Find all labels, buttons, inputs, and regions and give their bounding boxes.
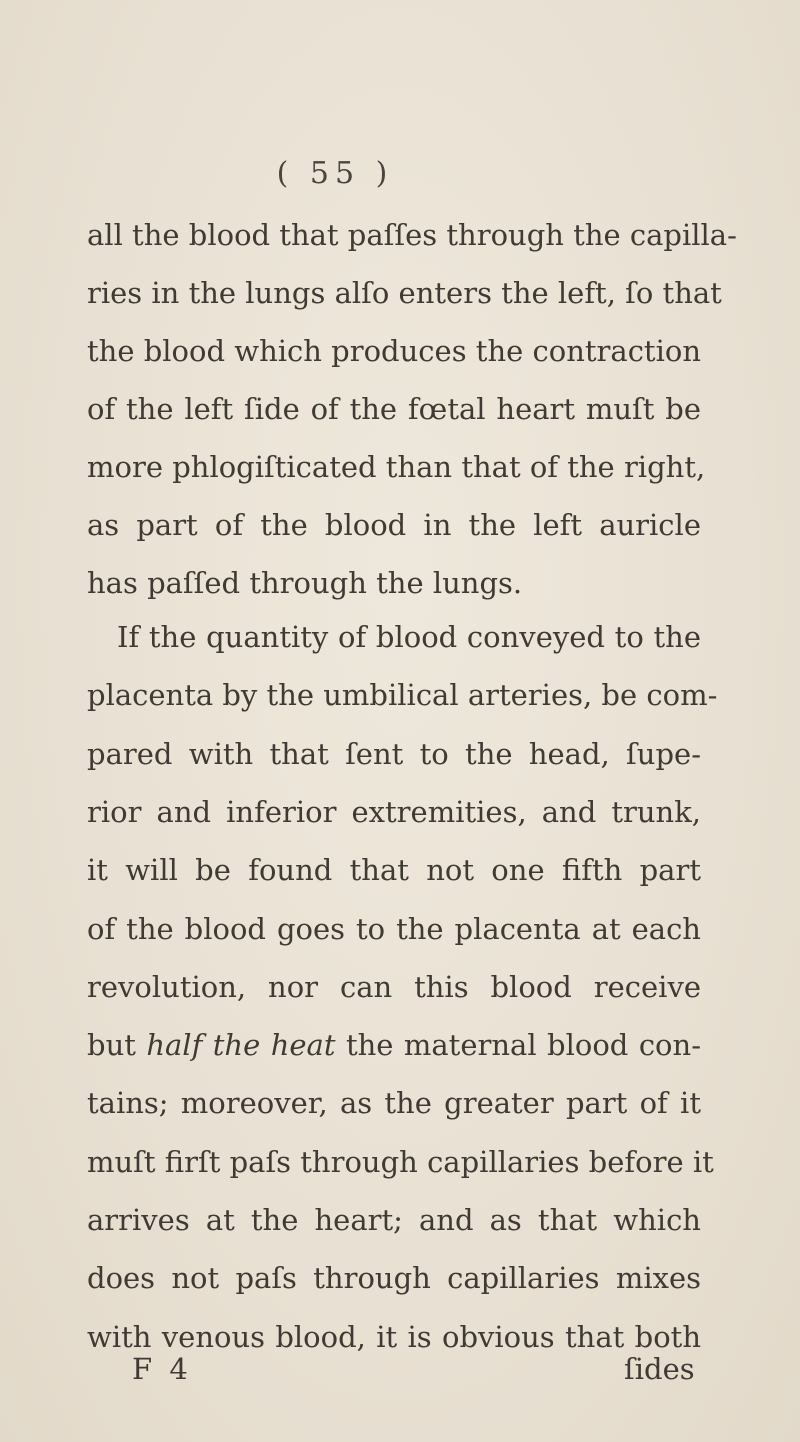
catchword: ſides: [624, 1352, 695, 1386]
italic-line: but half the heat the maternal blood con-: [87, 1028, 701, 1063]
book-page: ( 55 ) all the blood that paſſes through the capilla- ries in the lungs alſo enters the left, ſo that the blood which produces the contraction of the left ſide of the fœtal heart muſt be more phlogiſticated than that of the right, as part of the blood in the left auricle has paſſed through the lungs. If the quantity of blood conveyed to the placenta by the umbilical arteries, be com- pared with that ſent to the head, ſupe- rior and inferior extremities, and trunk, it will be found that not one fifth part of the blood goes to the placenta at each revolution, nor can this blood receive but half the heat the maternal blood con- tains; moreover, as the greater part of it muſt firſt paſs through capillaries before it arrives at the heart; and as that which does not paſs through capillaries mixes with venous blood, it is obvious that both F 4 ſides: [0, 0, 800, 1442]
page-number: ( 55 ): [276, 156, 394, 191]
italic-emphasis: half the heat: [146, 1028, 336, 1063]
signature-mark: F 4: [132, 1352, 192, 1386]
